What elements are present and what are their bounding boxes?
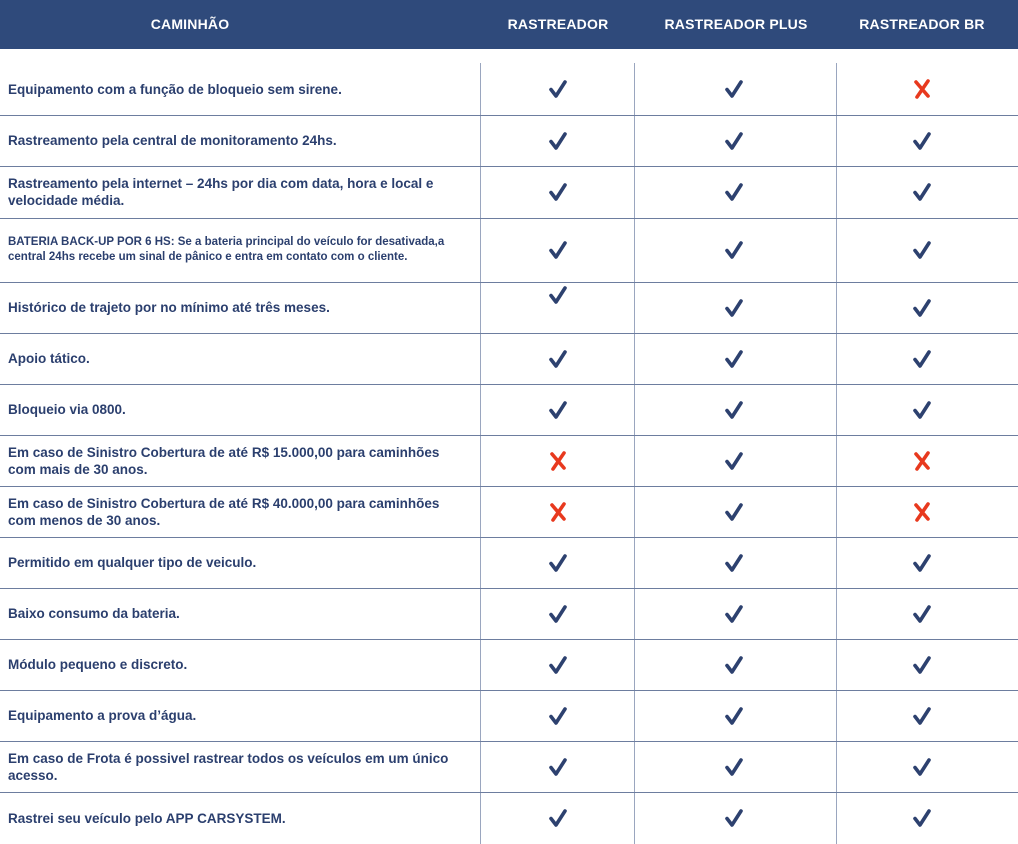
check-icon bbox=[538, 63, 578, 115]
feature-label: Em caso de Frota é possivel rastrear todos os veículos em um único acesso. bbox=[8, 750, 449, 783]
check-icon bbox=[538, 166, 578, 218]
table-row bbox=[0, 792, 1018, 844]
check-icon bbox=[538, 792, 578, 844]
table-row bbox=[0, 588, 1018, 639]
check-icon bbox=[902, 333, 942, 384]
table-row bbox=[0, 384, 1018, 435]
check-icon bbox=[538, 588, 578, 639]
table-header bbox=[0, 0, 1018, 49]
check-icon bbox=[902, 166, 942, 218]
check-icon bbox=[714, 384, 754, 435]
check-icon bbox=[714, 435, 754, 486]
header-rastreador: RASTREADOR bbox=[507, 16, 609, 32]
check-icon bbox=[538, 741, 578, 792]
feature-label: Em caso de Sinistro Cobertura de até R$ 40.000,00 para caminhões com menos de 30 anos. bbox=[8, 495, 440, 528]
feature-label: Rastreamento pela central de monitoramento 24hs. bbox=[8, 133, 337, 148]
check-icon bbox=[714, 115, 754, 166]
table-row bbox=[0, 333, 1018, 384]
feature-label: Permitido em qualquer tipo de veiculo. bbox=[8, 555, 257, 570]
table-row bbox=[0, 741, 1018, 792]
feature-label: Rastreamento pela internet – 24hs por dia com data, hora e local e velocidade média. bbox=[8, 176, 434, 208]
check-icon bbox=[714, 63, 754, 115]
check-icon bbox=[902, 639, 942, 690]
check-icon bbox=[902, 218, 942, 282]
feature-label: Em caso de Sinistro Cobertura de até R$ 15.000,00 para caminhões com mais de 30 anos. bbox=[8, 444, 440, 477]
cross-icon bbox=[538, 486, 578, 537]
check-icon bbox=[538, 218, 578, 282]
cross-icon bbox=[902, 486, 942, 537]
table-row bbox=[0, 218, 1018, 282]
check-icon bbox=[714, 333, 754, 384]
check-icon bbox=[902, 282, 942, 333]
table-row bbox=[0, 486, 1018, 537]
feature-label: Apoio tático. bbox=[8, 351, 90, 366]
table-row bbox=[0, 690, 1018, 741]
check-icon bbox=[538, 690, 578, 741]
check-icon bbox=[714, 690, 754, 741]
check-icon bbox=[714, 486, 754, 537]
check-icon bbox=[714, 792, 754, 844]
header-rastreador-plus: RASTREADOR PLUS bbox=[664, 16, 808, 32]
header-rastreador-br: RASTREADOR BR bbox=[859, 16, 985, 32]
check-icon bbox=[902, 690, 942, 741]
check-icon bbox=[714, 166, 754, 218]
check-icon bbox=[714, 741, 754, 792]
check-icon bbox=[538, 115, 578, 166]
feature-label: Histórico de trajeto por no mínimo até três meses. bbox=[8, 300, 330, 315]
check-icon bbox=[538, 537, 578, 588]
table-row bbox=[0, 537, 1018, 588]
feature-label: Equipamento com a função de bloqueio sem sirene. bbox=[8, 81, 342, 97]
feature-label: Bloqueio via 0800. bbox=[8, 402, 126, 417]
check-icon bbox=[538, 333, 578, 384]
feature-label: Módulo pequeno e discreto. bbox=[8, 657, 188, 672]
check-icon bbox=[714, 588, 754, 639]
table-row bbox=[0, 166, 1018, 218]
check-icon bbox=[902, 115, 942, 166]
feature-label: Equipamento a prova d’água. bbox=[8, 708, 197, 723]
check-icon bbox=[902, 384, 942, 435]
check-icon bbox=[902, 792, 942, 844]
check-icon bbox=[902, 741, 942, 792]
feature-label: Rastrei seu veículo pelo APP CARSYSTEM. bbox=[8, 810, 286, 826]
feature-label: Baixo consumo da bateria. bbox=[8, 606, 180, 621]
cross-icon bbox=[902, 435, 942, 486]
cross-icon bbox=[902, 63, 942, 115]
table-row bbox=[0, 282, 1018, 333]
check-icon bbox=[538, 384, 578, 435]
table-row bbox=[0, 63, 1018, 115]
feature-label: BATERIA BACK-UP POR 6 HS: Se a bateria principal do veículo for desativada,a central 24hs recebe um sinal de pânico e entra em contato com o cliente. bbox=[8, 236, 445, 263]
table-row bbox=[0, 435, 1018, 486]
header-caminhao: CAMINHÃO bbox=[150, 16, 230, 32]
cross-icon bbox=[538, 435, 578, 486]
check-icon bbox=[714, 282, 754, 333]
check-icon bbox=[538, 282, 578, 333]
check-icon bbox=[902, 588, 942, 639]
check-icon bbox=[902, 537, 942, 588]
check-icon bbox=[538, 639, 578, 690]
table-row bbox=[0, 115, 1018, 166]
check-icon bbox=[714, 639, 754, 690]
check-icon bbox=[714, 537, 754, 588]
table-row bbox=[0, 639, 1018, 690]
check-icon bbox=[714, 218, 754, 282]
